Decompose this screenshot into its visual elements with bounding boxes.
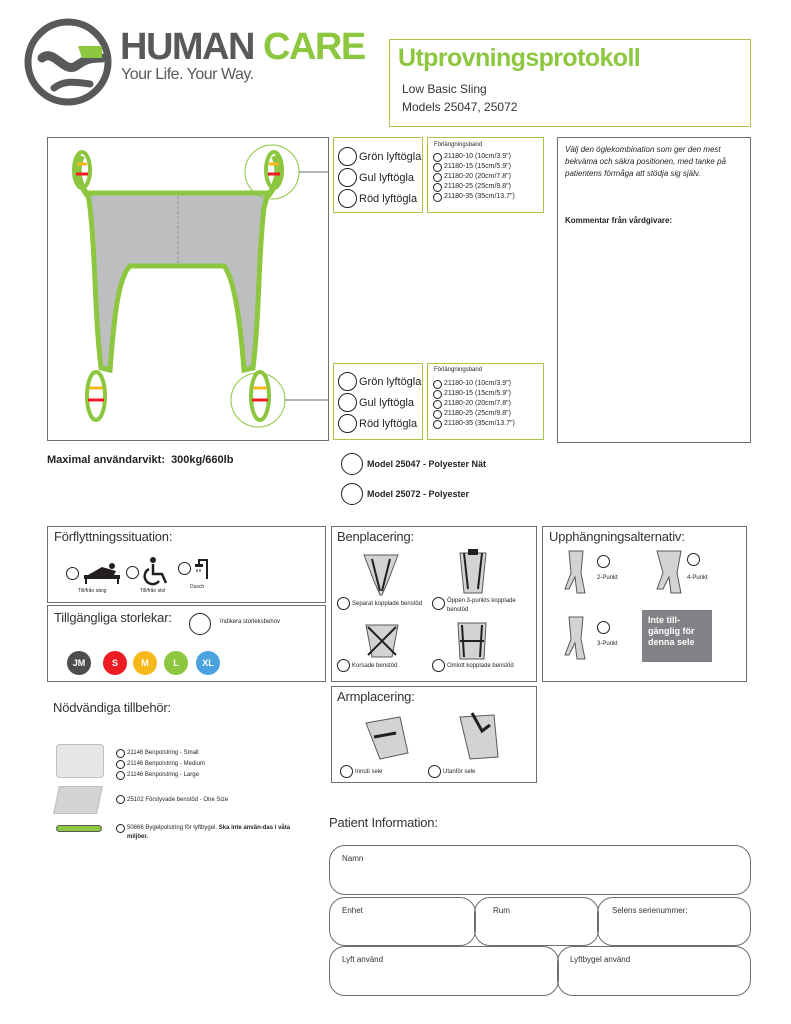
lift-used-field[interactable]: Lyft använd [329,946,559,996]
max-weight [47,454,233,466]
upper-loop-option-green[interactable]: Grön lyftögla [338,147,421,166]
radio-icon[interactable] [433,193,442,202]
arm-option-inside[interactable]: Innuti sele [340,765,382,778]
radio-icon[interactable] [116,771,125,780]
radio-icon[interactable] [341,483,363,505]
radio-icon[interactable] [433,420,442,429]
radio-icon[interactable] [66,567,79,580]
brand-name [120,28,365,66]
product-name: Low Basic Sling [402,82,487,96]
transfer-option-chair[interactable] [126,557,169,587]
radio-icon[interactable] [432,659,445,672]
radio-icon[interactable] [433,400,442,409]
extension-title: Förlängningsband [434,367,483,373]
loop-bottom-left [87,372,105,420]
radio-icon[interactable] [338,393,357,412]
upper-extension-box [427,137,544,213]
lower-loop-option-red[interactable]: Röd lyftögla [338,414,417,433]
accessory-option[interactable]: 21146 Benpolstring - Small [116,748,205,759]
accessory-option[interactable]: 21146 Benpolstring - Large [116,770,205,781]
leg-padding-image [56,744,104,778]
wheelchair-icon [141,557,169,587]
suspension-section [542,526,747,682]
radio-icon[interactable] [341,453,363,475]
radio-icon[interactable] [338,147,357,166]
radio-icon[interactable] [428,765,441,778]
max-weight-label: Maximal användarvikt: [47,454,165,466]
radio-icon[interactable] [433,410,442,419]
leg-option-separate[interactable]: Separat kopplade benstöd [337,597,422,610]
radio-icon[interactable] [340,765,353,778]
transfer-option-bed[interactable] [66,561,122,585]
suspension-4point-image [653,549,685,595]
max-weight-value: 300kg/660lb [171,454,234,466]
ext-option[interactable]: 21180-15 (15cm/5.9") [433,389,515,399]
suspension-3point-image [561,615,591,661]
size-m[interactable]: M [133,651,157,675]
upper-loop-option-yellow[interactable]: Gul lyftögla [338,168,414,187]
brand-tagline: Your Life. Your Way. [121,66,254,83]
arm-section [331,686,537,783]
radio-icon[interactable] [432,597,445,610]
arm-title: Armplacering: [337,689,415,704]
comment-box[interactable] [557,137,751,443]
model-option-25047[interactable]: Model 25047 - Polyester Nät [341,453,486,475]
transfer-label-chair: Till/från stol [140,588,166,594]
extension-title: Förlängningsband [434,142,483,148]
lower-loop-option-green[interactable]: Grön lyftögla [338,372,421,391]
loop-bottom-right [251,372,269,420]
sizes-section [47,605,326,682]
transfer-option-shower[interactable] [178,557,211,579]
accessory-option-50866[interactable]: 50866 Bygelpolstring för lyftbygel. Ska inte använ-das i våta miljöer. [116,824,307,842]
radio-icon[interactable] [687,553,700,566]
radio-icon[interactable] [337,597,350,610]
ext-option[interactable]: 21180-25 (25cm/9.8") [433,409,515,419]
size-indicate-radio[interactable] [189,613,211,635]
logo [24,18,365,108]
radio-icon[interactable] [116,760,125,769]
leg-option-wrapped[interactable]: Omlott kopplade benstöd [432,659,514,672]
suspension-label-4point: 4-Punkt [687,575,708,581]
serial-number-field[interactable]: Selens serienummer: [597,897,751,946]
leg-open-3point-image [450,549,496,597]
radio-icon[interactable] [338,168,357,187]
size-jm[interactable]: JM [67,651,91,675]
radio-icon[interactable] [338,414,357,433]
accessory-group-padding [116,748,205,781]
leg-section [331,526,537,682]
logo-mark-icon [24,18,112,106]
radio-icon[interactable] [337,659,350,672]
page-title: Utprovningsprotokoll [398,44,641,72]
radio-icon[interactable] [433,390,442,399]
ext-option[interactable]: 21180-35 (35cm/13.7") [433,192,515,202]
transfer-label-bed: Till/från säng [78,588,107,594]
suspension-option-4point[interactable] [687,553,700,566]
ext-option[interactable]: 21180-20 (20cm/7.8") [433,399,515,409]
suspension-2point-image [561,549,591,595]
sizes-title: Tillgängliga storlekar: [54,610,172,625]
transfer-label-shower: Dusch [190,584,205,590]
arm-outside-image [452,711,506,763]
arm-option-outside[interactable]: Utanför sele [428,765,475,778]
lower-loop-option-yellow[interactable]: Gul lyftögla [338,393,414,412]
suspension-option-3point[interactable] [597,621,610,634]
radio-icon[interactable] [597,555,610,568]
sling-body [88,193,268,370]
radio-icon[interactable] [338,372,357,391]
radio-icon[interactable] [433,183,442,192]
ext-option[interactable]: 21180-20 (20cm/7.8") [433,172,515,182]
patient-name-field[interactable]: Namn [329,845,751,895]
ext-option[interactable]: 21180-10 (10cm/3.9") [433,379,515,389]
bed-icon [82,561,122,585]
ext-option[interactable]: 21180-15 (15cm/5.9") [433,162,515,172]
stiffened-leg-support-image [53,786,103,814]
size-xl[interactable]: XL [196,651,220,675]
radio-icon[interactable] [433,153,442,162]
suspension-not-available: Inte till-gänglig för denna sele [642,610,712,662]
sling-diagram [48,138,328,440]
ext-option[interactable]: 21180-25 (25cm/9.8") [433,182,515,192]
radio-icon[interactable] [338,189,357,208]
radio-icon[interactable] [126,566,139,579]
suspension-label-3point: 3-Punkt [597,641,618,647]
brand-name-human: HUMAN [120,26,254,68]
lower-loop-options [333,363,423,440]
accessories-title: Nödvändiga tillbehör: [53,700,171,715]
model-option-25072[interactable]: Model 25072 - Polyester [341,483,469,505]
radio-icon[interactable] [433,173,442,182]
model-numbers: Models 25047, 25072 [402,100,518,114]
size-l[interactable]: L [164,651,188,675]
ext-option[interactable]: 21180-10 (10cm/3.9") [433,152,515,162]
room-field[interactable]: Rum [474,897,599,946]
leg-option-open-3point[interactable]: Öppen 3-punkts kopplade benstöd [432,597,527,615]
spreader-bar-used-field[interactable]: Lyftbygel använd [557,946,751,996]
radio-icon[interactable] [116,749,125,758]
suspension-label-2point: 2-Punkt [597,575,618,581]
transfer-title: Förflyttningssituation: [54,529,173,544]
upper-loop-options [333,137,423,213]
header-box [389,39,751,127]
size-indicate-label: Indikera storleksbehov [220,619,281,625]
accessory-option[interactable]: 21146 Benpolstring - Medium [116,759,205,770]
leg-separate-image [358,551,404,597]
unit-field[interactable]: Enhet [329,897,476,946]
radio-icon[interactable] [597,621,610,634]
size-s[interactable]: S [103,651,127,675]
sling-diagram-box [47,137,329,441]
leg-wrapped-image [450,619,494,663]
brand-name-care: CARE [263,26,365,68]
ext-option[interactable]: 21180-35 (35cm/13.7") [433,419,515,429]
lower-extension-box [427,363,544,440]
transfer-section [47,526,326,603]
arm-inside-image [360,713,414,763]
radio-icon[interactable] [116,824,125,833]
instructions-text: Välj den öglekombination som ger den mest bekväma och säkra positionen, med tanke på patientens förmåga att stödja sig själv. [565,145,726,178]
suspension-option-2point[interactable] [597,555,610,568]
shower-icon [193,557,211,579]
leg-title: Benplacering: [337,529,414,544]
leg-crossed-image [360,621,404,661]
radio-icon[interactable] [433,163,442,172]
radio-icon[interactable] [433,380,442,389]
radio-icon[interactable] [178,562,191,575]
suspension-title: Upphängningsalternativ: [549,529,685,544]
upper-loop-option-red[interactable]: Röd lyftögla [338,189,417,208]
comment-label: Kommentar från vårdgivare: [565,216,673,225]
radio-icon[interactable] [116,795,125,804]
leg-option-crossed[interactable]: Korsade benstöd [337,659,397,672]
spreader-bar-padding-image [56,825,102,832]
accessory-option-25102[interactable]: 25102 Förstyvade benstöd - One Size [116,795,228,804]
patient-info-title: Patient Information: [329,815,438,830]
